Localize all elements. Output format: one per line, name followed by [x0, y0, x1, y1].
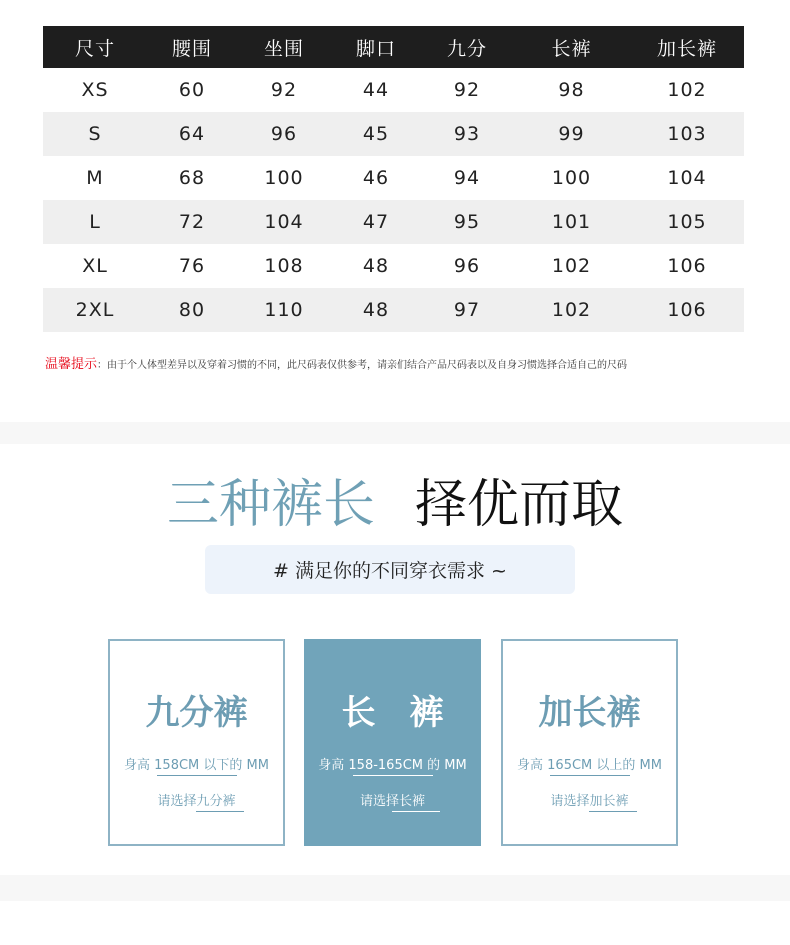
card-height-text: 身高 158-165CM 的 MM: [318, 758, 467, 773]
table-header-row: [43, 26, 744, 68]
table-cell: 103: [667, 123, 707, 145]
card-recommendation-text: 请选择九分裤: [157, 794, 236, 809]
card-height-note: [306, 754, 479, 776]
length-card-long: [304, 639, 481, 846]
table-cell: M: [86, 167, 104, 189]
tip-label: 温馨提示: [45, 357, 98, 372]
card-title: 加长裤: [538, 693, 641, 733]
header-cell: 脚口: [355, 37, 396, 60]
size-table: [43, 26, 744, 332]
table-cell: 46: [362, 167, 390, 189]
tagline-text: # 满足你的不同穿衣需求 ~: [273, 560, 507, 582]
card-title: 长 裤: [341, 693, 444, 733]
section-divider: [0, 875, 790, 901]
underline: [353, 775, 433, 776]
table-cell: 92: [453, 79, 481, 101]
header-cell: 腰围: [171, 37, 212, 60]
table-cell: 94: [453, 167, 481, 189]
size-tip: [45, 353, 627, 372]
table-cell: 104: [667, 167, 707, 189]
table-cell: 105: [667, 211, 707, 233]
length-card-extra-long: [501, 639, 678, 846]
table-cell: 64: [178, 123, 206, 145]
tip-text: ：由于个人体型差异以及穿着习惯的不同，此尺码表仅供参考，请亲们结合产品尺码表以及自身习惯选择合适自己的尺码: [97, 360, 628, 371]
card-height-note: [110, 754, 283, 776]
header-cell: 加长裤: [656, 37, 717, 60]
table-cell: 92: [270, 79, 298, 101]
header-cell: 九分: [446, 37, 487, 60]
underline: [392, 811, 440, 812]
section-headline: [0, 462, 790, 537]
table-cell: 96: [453, 255, 481, 277]
table-cell: 76: [178, 255, 206, 277]
table-row: [43, 244, 744, 288]
table-cell: 102: [551, 255, 592, 277]
table-cell: 97: [453, 299, 481, 321]
table-cell: 93: [453, 123, 481, 145]
table-cell: 80: [178, 299, 206, 321]
table-cell: 110: [264, 299, 304, 321]
table-cell: XS: [81, 79, 109, 101]
table-cell: 68: [178, 167, 206, 189]
underline: [550, 775, 630, 776]
length-card-cropped: [108, 639, 285, 846]
table-cell: 106: [667, 255, 707, 277]
table-cell: 100: [264, 167, 304, 189]
table-cell: 108: [264, 255, 304, 277]
card-title: 九分裤: [145, 693, 248, 733]
header-cell: 长裤: [551, 37, 592, 60]
card-height-text: 身高 165CM 以上的 MM: [517, 758, 662, 773]
table-cell: S: [88, 123, 102, 145]
card-height-text: 身高 158CM 以下的 MM: [124, 758, 269, 773]
table-cell: 99: [558, 123, 585, 145]
table-row: [43, 68, 744, 112]
table-cell: 48: [362, 299, 390, 321]
table-cell: 47: [362, 211, 390, 233]
tagline-pill: [205, 545, 575, 594]
table-cell: 48: [362, 255, 390, 277]
header-cell: 坐围: [263, 37, 304, 60]
table-cell: 95: [453, 211, 481, 233]
underline: [589, 811, 637, 812]
table-row: [43, 200, 744, 244]
table-cell: 72: [178, 211, 206, 233]
table-cell: 102: [667, 79, 707, 101]
header-cell: 尺寸: [74, 37, 115, 60]
table-cell: 104: [264, 211, 304, 233]
table-cell: 102: [551, 299, 592, 321]
underline: [196, 811, 244, 812]
table-cell: 98: [558, 79, 585, 101]
table-cell: XL: [82, 255, 108, 277]
card-recommendation-text: 请选择长裤: [359, 794, 425, 809]
table-row: [43, 112, 744, 156]
table-cell: 2XL: [75, 299, 115, 321]
table-cell: 96: [270, 123, 298, 145]
table-cell: 45: [362, 123, 390, 145]
card-recommendation: [306, 790, 479, 812]
card-height-note: [503, 754, 676, 776]
table-cell: L: [89, 211, 101, 233]
card-recommendation: [503, 790, 676, 812]
table-row: [43, 288, 744, 332]
underline: [157, 775, 237, 776]
card-recommendation: [110, 790, 283, 812]
section-divider: [0, 422, 790, 444]
headline-part1: 三种裤长: [166, 475, 375, 535]
table-cell: 100: [551, 167, 592, 189]
headline-part2: 择优而取: [415, 475, 624, 535]
table-cell: 106: [667, 299, 707, 321]
table-row: [43, 156, 744, 200]
table-cell: 101: [551, 211, 592, 233]
card-recommendation-text: 请选择加长裤: [550, 794, 629, 809]
table-cell: 44: [362, 79, 390, 101]
table-cell: 60: [178, 79, 206, 101]
